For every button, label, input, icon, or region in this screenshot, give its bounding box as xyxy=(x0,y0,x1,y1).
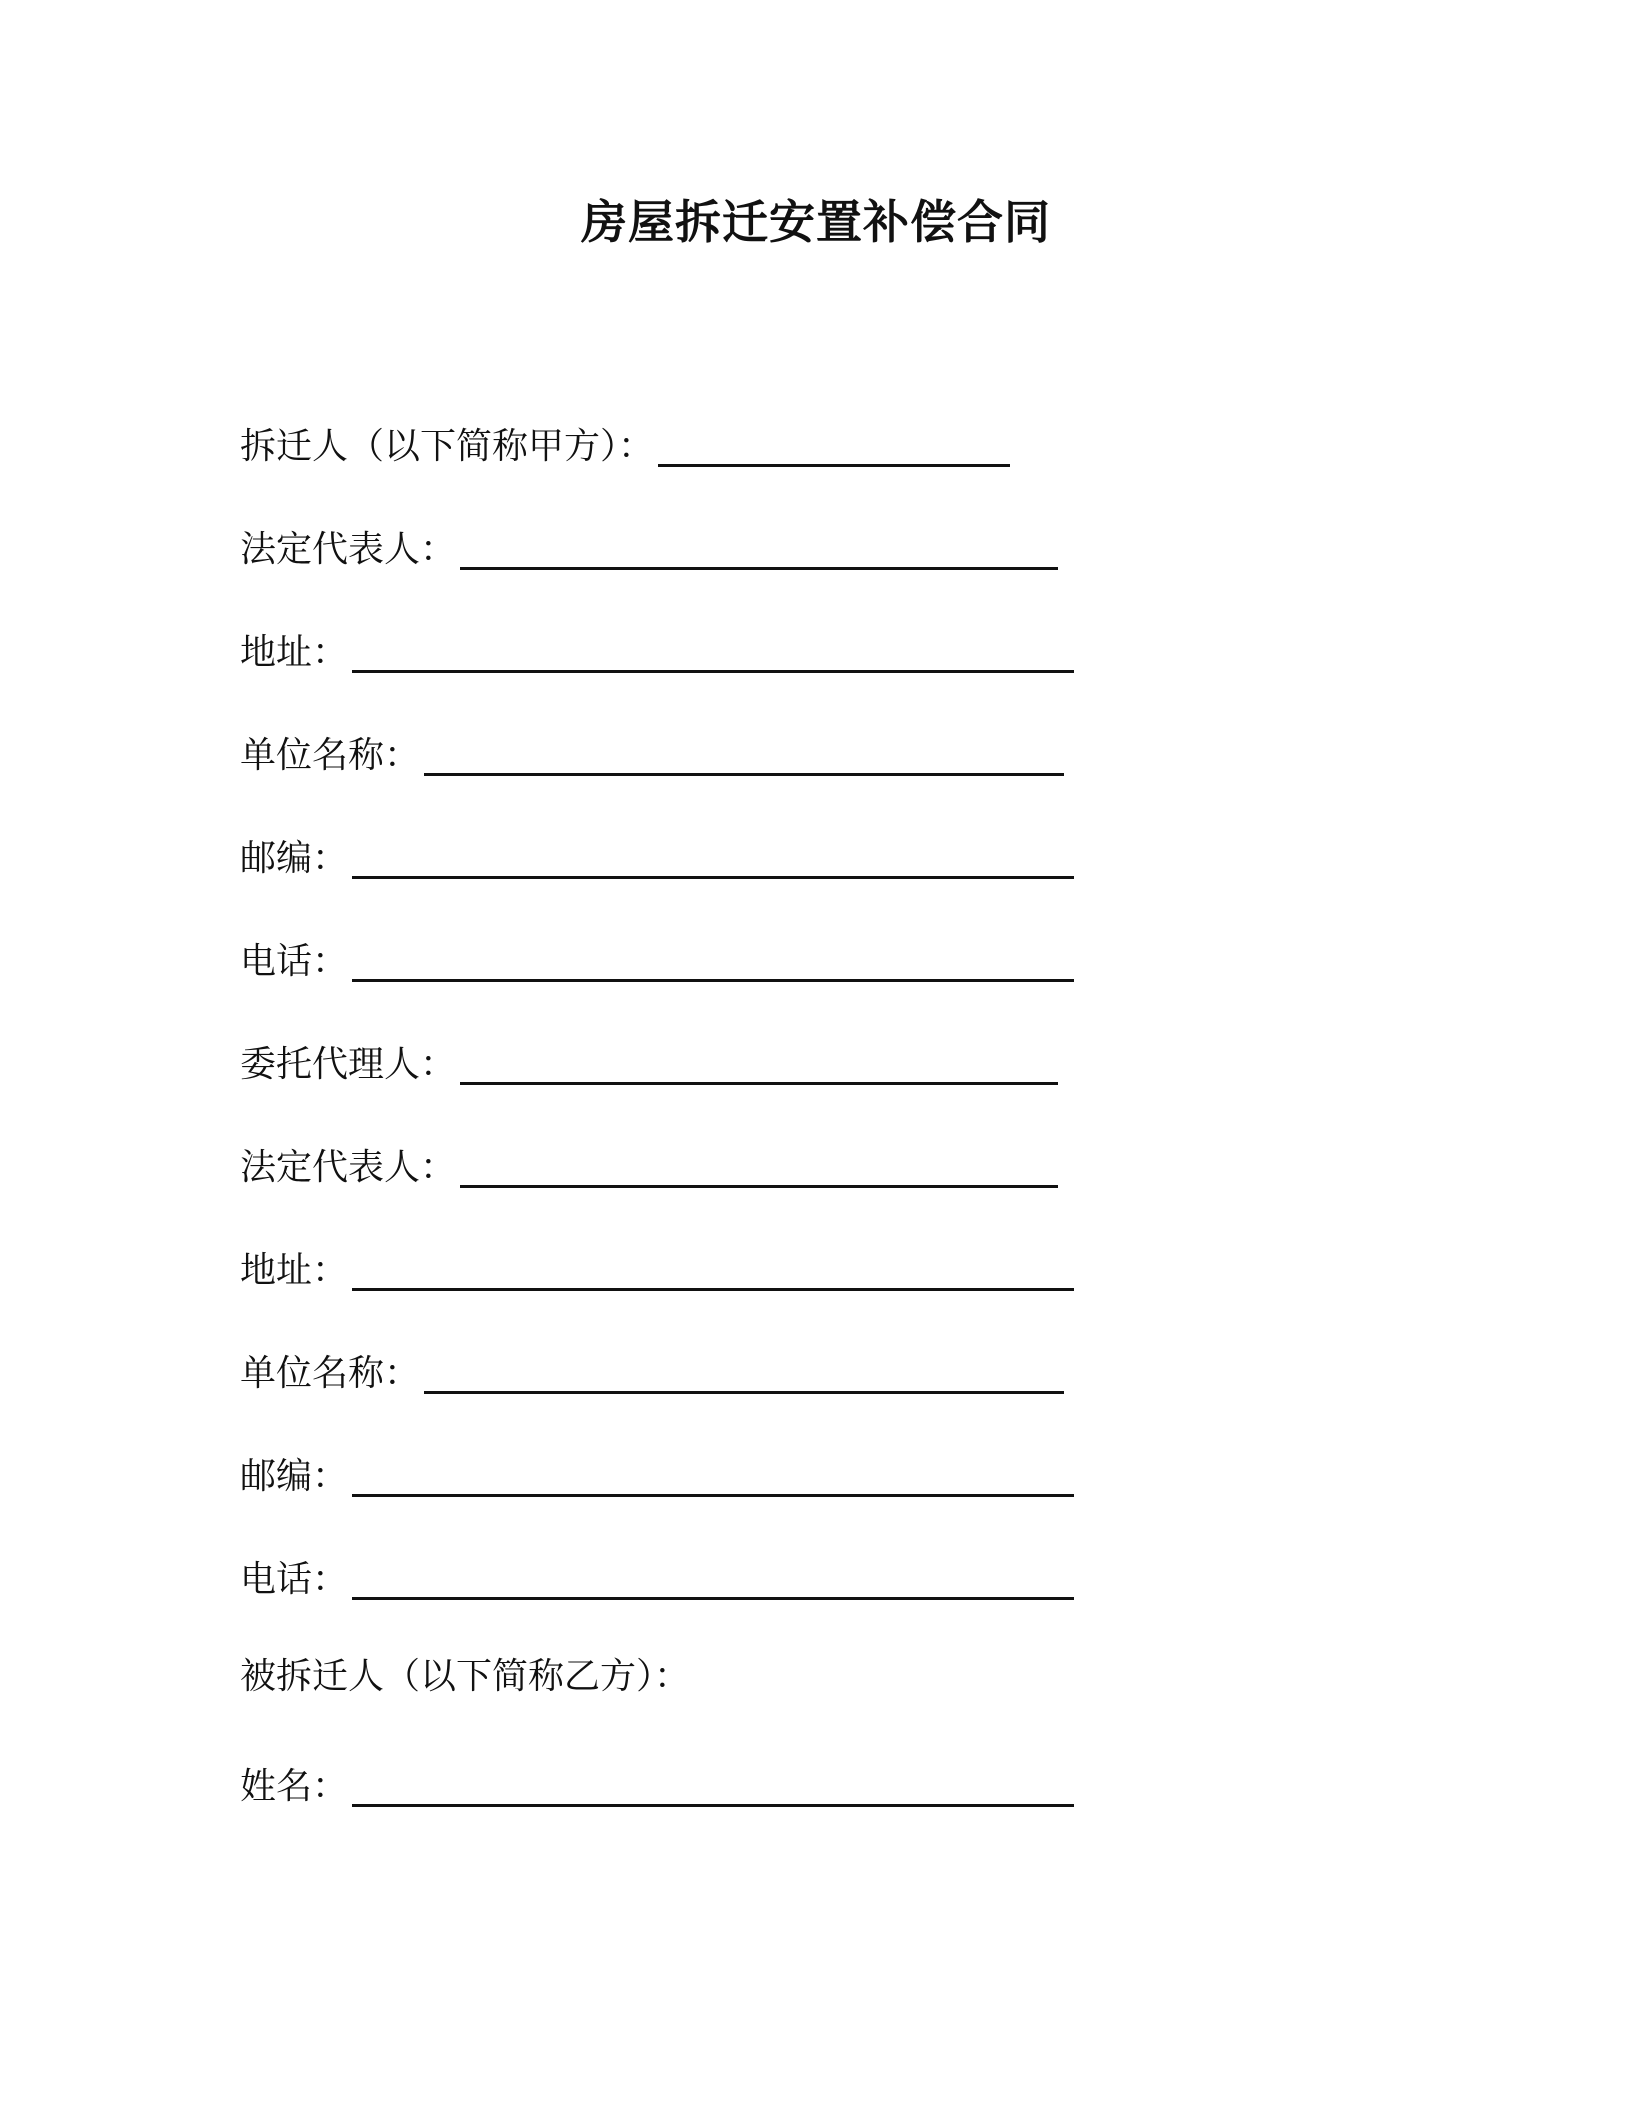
field-label: 姓名： xyxy=(240,1766,349,1807)
field-row xyxy=(240,1136,1058,1192)
field-blank[interactable] xyxy=(424,735,1064,776)
field-blank[interactable] xyxy=(460,1044,1058,1085)
field-label: 电话： xyxy=(240,1559,349,1600)
field-label: 电话： xyxy=(240,941,349,982)
field-blank[interactable] xyxy=(352,838,1074,879)
field-blank[interactable] xyxy=(352,1456,1074,1497)
field-blank[interactable] xyxy=(460,1147,1058,1188)
party-a-header-row xyxy=(240,415,1010,471)
field-label: 邮编： xyxy=(240,838,349,879)
field-row xyxy=(240,1033,1058,1089)
field-row xyxy=(240,1548,1074,1604)
field-label: 法定代表人： xyxy=(240,529,457,570)
field-row xyxy=(240,1239,1074,1295)
field-blank[interactable] xyxy=(352,941,1074,982)
party-a-blank[interactable] xyxy=(658,426,1010,467)
field-row xyxy=(240,518,1058,574)
field-label: 邮编： xyxy=(240,1456,349,1497)
field-blank[interactable] xyxy=(352,1250,1074,1291)
field-blank[interactable] xyxy=(352,1559,1074,1600)
field-label: 地址： xyxy=(240,632,349,673)
field-blank[interactable] xyxy=(352,632,1074,673)
field-label: 单位名称： xyxy=(240,1353,421,1394)
party-b-header-label: 被拆迁人（以下简称乙方）： xyxy=(240,1656,691,1697)
contract-title: 房屋拆迁安置补偿合同 xyxy=(581,195,1051,249)
field-blank[interactable] xyxy=(424,1353,1064,1394)
party-a-header-label: 拆迁人（以下简称甲方）： xyxy=(240,426,655,467)
field-blank[interactable] xyxy=(460,529,1058,570)
field-row xyxy=(240,827,1074,883)
field-label: 单位名称： xyxy=(240,735,421,776)
field-label: 法定代表人： xyxy=(240,1147,457,1188)
field-blank[interactable] xyxy=(352,1766,1074,1807)
field-row xyxy=(240,930,1074,986)
field-row xyxy=(240,724,1064,780)
field-row xyxy=(240,1445,1074,1501)
field-row xyxy=(240,1342,1064,1398)
party-b-header-row xyxy=(240,1645,690,1701)
field-label: 地址： xyxy=(240,1250,349,1291)
field-label: 委托代理人： xyxy=(240,1044,457,1085)
field-row xyxy=(240,621,1074,677)
field-row xyxy=(240,1755,1074,1811)
